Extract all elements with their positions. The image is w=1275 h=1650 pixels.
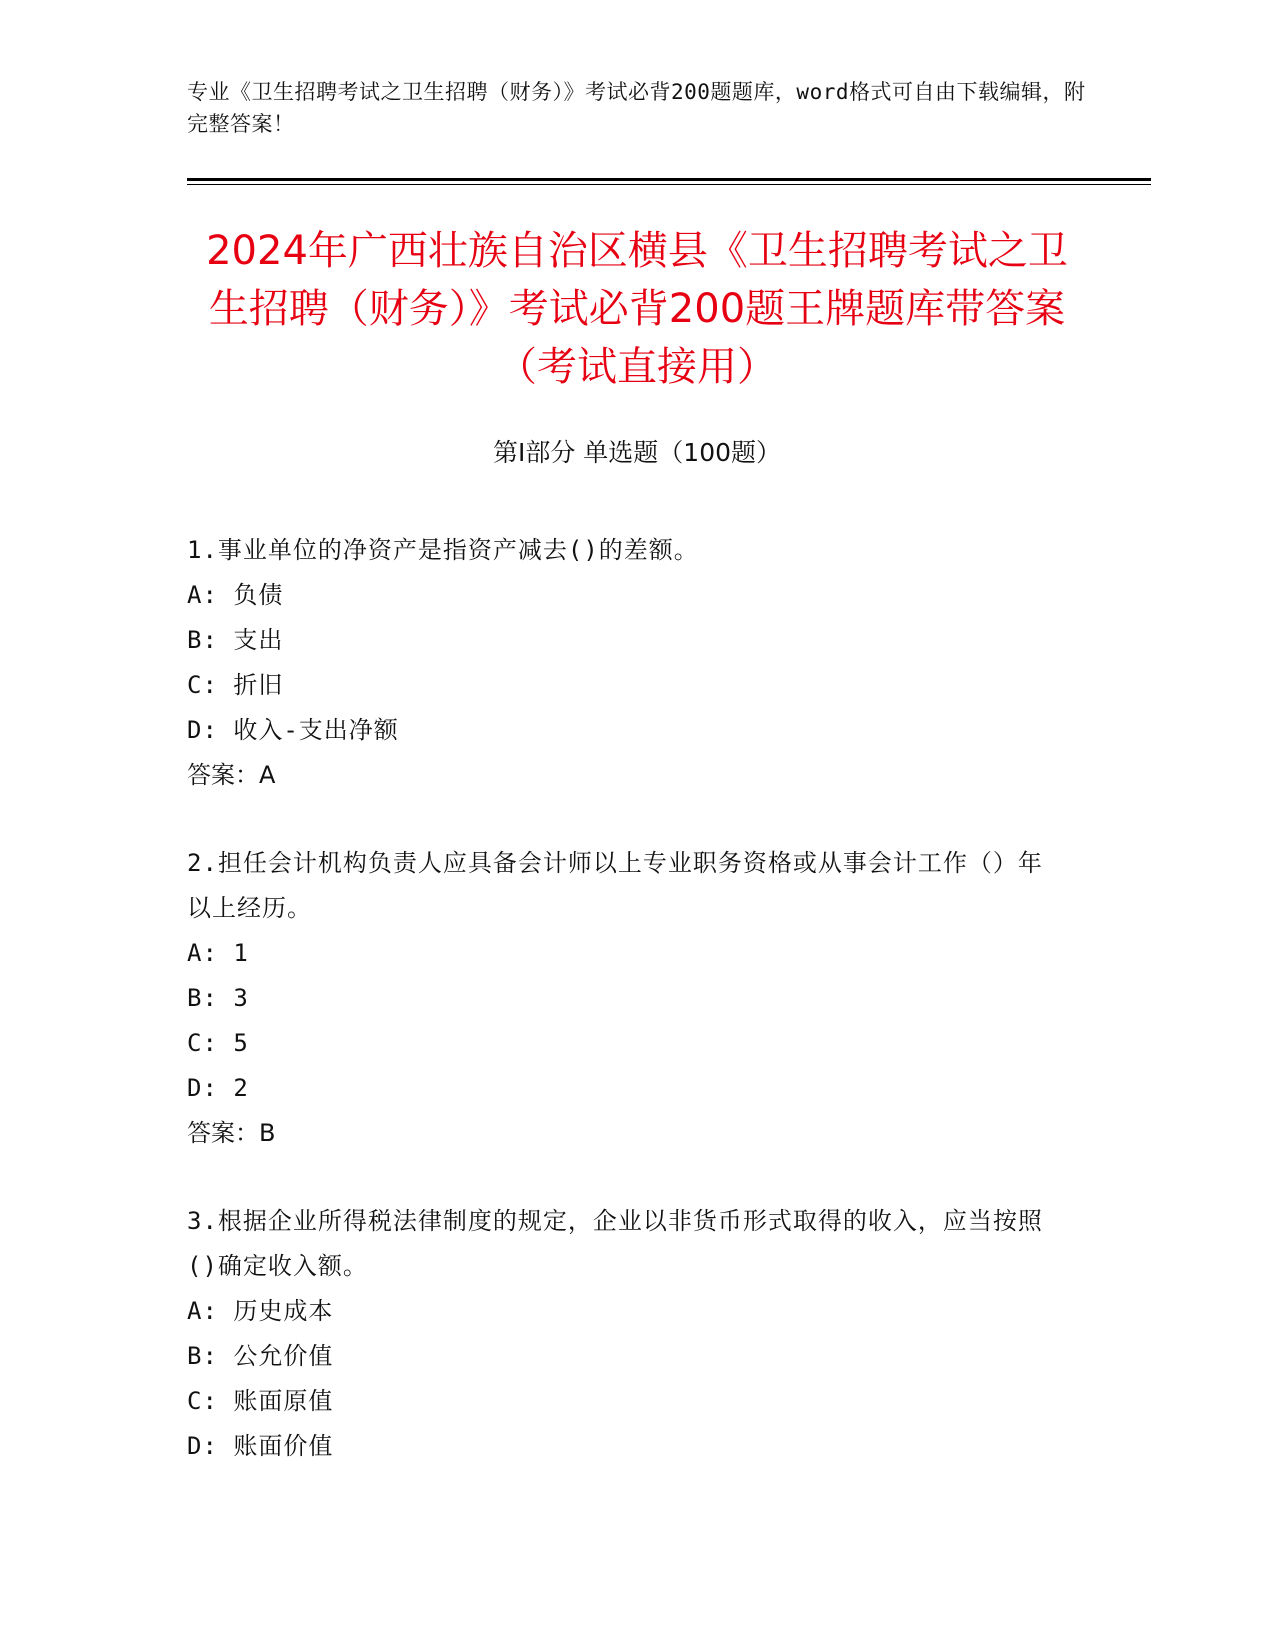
question-stem: 3.根据企业所得税法律制度的规定，企业以非货币形式取得的收入，应当按照()确定收入额。 [187,1207,1043,1280]
option-c: C: 账面原值 [187,1387,334,1415]
option-d: D: 账面价值 [187,1432,334,1460]
question-list [187,528,1067,1512]
question-stem: 1.事业单位的净资产是指资产减去()的差额。 [187,536,699,564]
question-3 [187,1199,1067,1469]
answer: 答案：A [187,761,276,789]
header-divider-thin [187,184,1151,185]
answer: 答案：B [187,1119,276,1147]
option-a: A: 1 [187,939,249,967]
header-note: 专业《卫生招聘考试之卫生招聘（财务）》考试必背200题题库，word格式可自由下载编辑，附完整答案！ [187,80,1086,136]
option-b: B: 3 [187,984,249,1012]
question-2 [187,841,1067,1156]
document-title: 2024年广西壮族自治区横县《卫生招聘考试之卫生招聘（财务）》考试必背200题王牌题库带答案（考试直接用） [206,228,1068,390]
question-stem: 2.担任会计机构负责人应具备会计师以上专业职务资格或从事会计工作（）年以上经历。 [187,849,1043,922]
option-a: A: 历史成本 [187,1297,334,1325]
option-c: C: 5 [187,1029,249,1057]
section-title: 第Ⅰ部分 单选题（100题） [492,438,782,467]
header-divider-thick [187,178,1151,181]
option-b: B: 公允价值 [187,1342,334,1370]
option-a: A: 负债 [187,581,284,609]
option-d: D: 收入-支出净额 [187,716,399,744]
option-d: D: 2 [187,1074,249,1102]
option-b: B: 支出 [187,626,284,654]
question-1 [187,528,1067,798]
option-c: C: 折旧 [187,671,284,699]
